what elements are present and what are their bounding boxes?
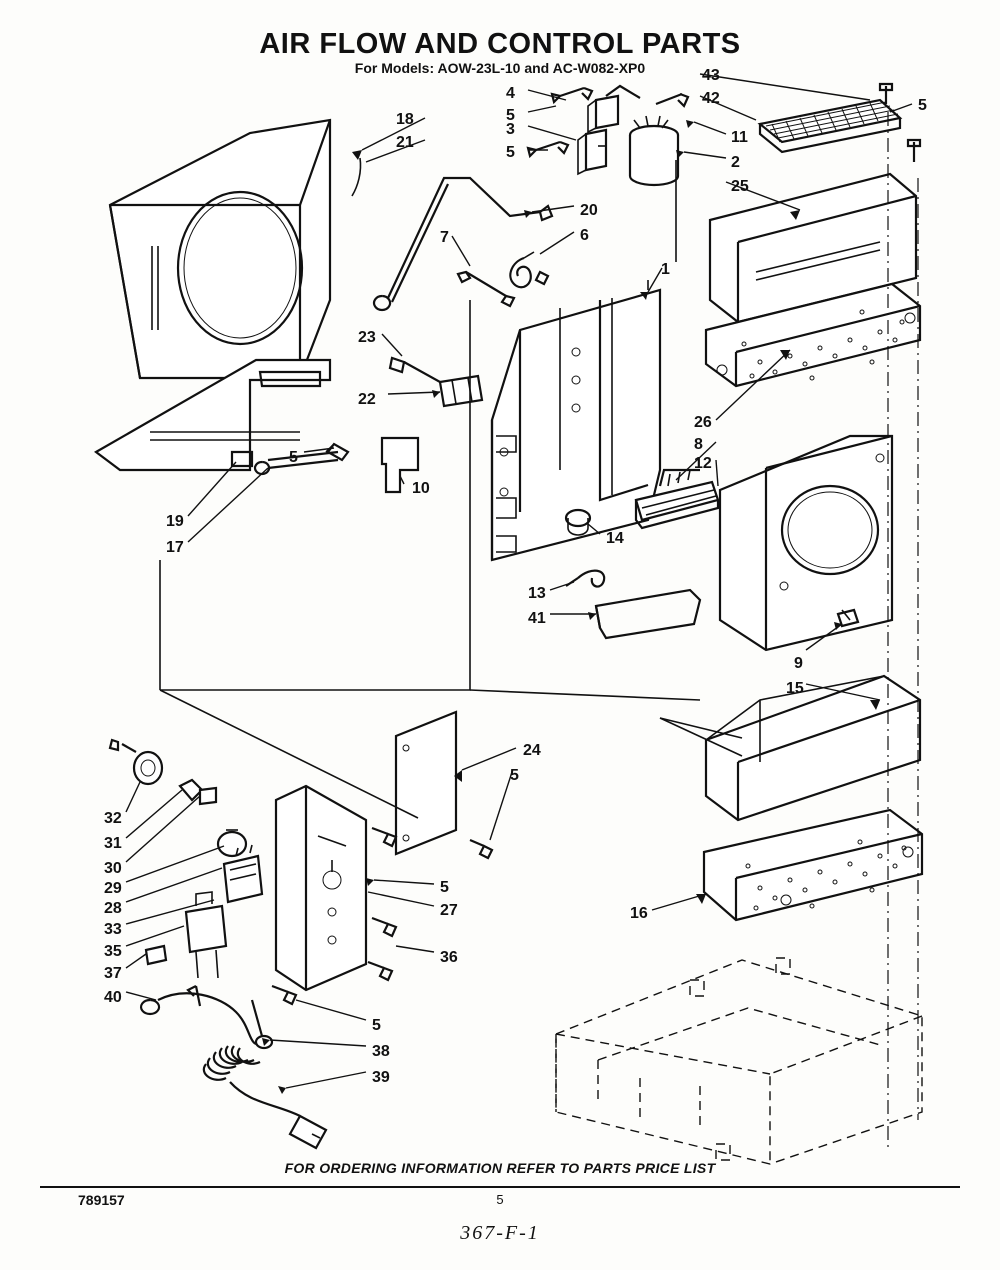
callout-42: 42 — [702, 90, 720, 107]
part-control-bracket-27 — [272, 786, 396, 1004]
callout-7: 7 — [440, 229, 449, 246]
callout-5-d: 5 — [289, 449, 298, 466]
callout-30: 30 — [104, 860, 122, 877]
callout-35: 35 — [104, 943, 122, 960]
document-number: 789157 — [78, 1192, 125, 1208]
callout-12: 12 — [694, 455, 712, 472]
page-number: 5 — [496, 1192, 504, 1207]
callout-16: 16 — [630, 905, 648, 922]
callout-40: 40 — [104, 989, 122, 1006]
callout-14: 14 — [606, 530, 624, 547]
callout-19: 19 — [166, 513, 184, 530]
callout-20: 20 — [580, 202, 598, 219]
callout-39: 39 — [372, 1069, 390, 1086]
callout-38: 38 — [372, 1043, 390, 1060]
part-rods — [374, 178, 552, 310]
callout-15: 15 — [786, 680, 804, 697]
callout-3: 3 — [506, 121, 515, 138]
callout-13: 13 — [528, 585, 546, 602]
callout-5-f: 5 — [440, 879, 449, 896]
part-capacitor — [630, 116, 678, 185]
callout-21: 21 — [396, 134, 414, 151]
callout-29: 29 — [104, 880, 122, 897]
callout-36: 36 — [440, 949, 458, 966]
callout-24: 24 — [523, 742, 541, 759]
callout-17: 17 — [166, 539, 184, 556]
part-switch-22 — [390, 358, 482, 406]
callout-8: 8 — [694, 436, 703, 453]
callout-22: 22 — [358, 391, 376, 408]
part-blower-panel — [720, 436, 892, 650]
footer-divider — [40, 1186, 960, 1188]
callout-5-b: 5 — [506, 107, 515, 124]
callout-10: 10 — [412, 480, 430, 497]
part-lower-foam — [704, 810, 922, 920]
callout-4: 4 — [506, 85, 515, 102]
page-subtitle: For Models: AOW-23L-10 and AC-W082-XP0 — [354, 60, 646, 76]
callout-43: 43 — [702, 67, 720, 84]
part-cover-plate-24 — [396, 712, 492, 858]
callout-25: 25 — [731, 178, 749, 195]
callout-5-g: 5 — [372, 1017, 381, 1034]
callout-28: 28 — [104, 900, 122, 917]
ordering-note: FOR ORDERING INFORMATION REFER TO PARTS PRICE LIST — [284, 1160, 716, 1176]
part-air-chute — [660, 676, 920, 820]
callout-11: 11 — [731, 129, 748, 146]
callout-23: 23 — [358, 329, 376, 346]
callout-5-c: 5 — [506, 144, 515, 161]
callout-31: 31 — [104, 835, 122, 852]
part-fan-shroud — [110, 120, 361, 378]
callout-37: 37 — [104, 965, 122, 982]
callout-9: 9 — [794, 655, 803, 672]
callout-18: 18 — [396, 111, 414, 128]
part-wire-forms — [566, 571, 700, 638]
page-title: AIR FLOW AND CONTROL PARTS — [259, 28, 741, 60]
callout-32: 32 — [104, 810, 122, 827]
part-base-pan-phantom — [556, 958, 922, 1164]
handwritten-marking: 367-F-1 — [460, 1222, 540, 1244]
callout-41: 41 — [528, 610, 546, 627]
callout-26: 26 — [694, 414, 712, 431]
callout-6: 6 — [580, 227, 589, 244]
callout-27: 27 — [440, 902, 458, 919]
callout-33: 33 — [104, 921, 122, 938]
callout-5-e: 5 — [510, 767, 519, 784]
callout-1: 1 — [661, 261, 670, 278]
callout-5-a: 5 — [918, 97, 927, 114]
callout-2: 2 — [731, 154, 740, 171]
